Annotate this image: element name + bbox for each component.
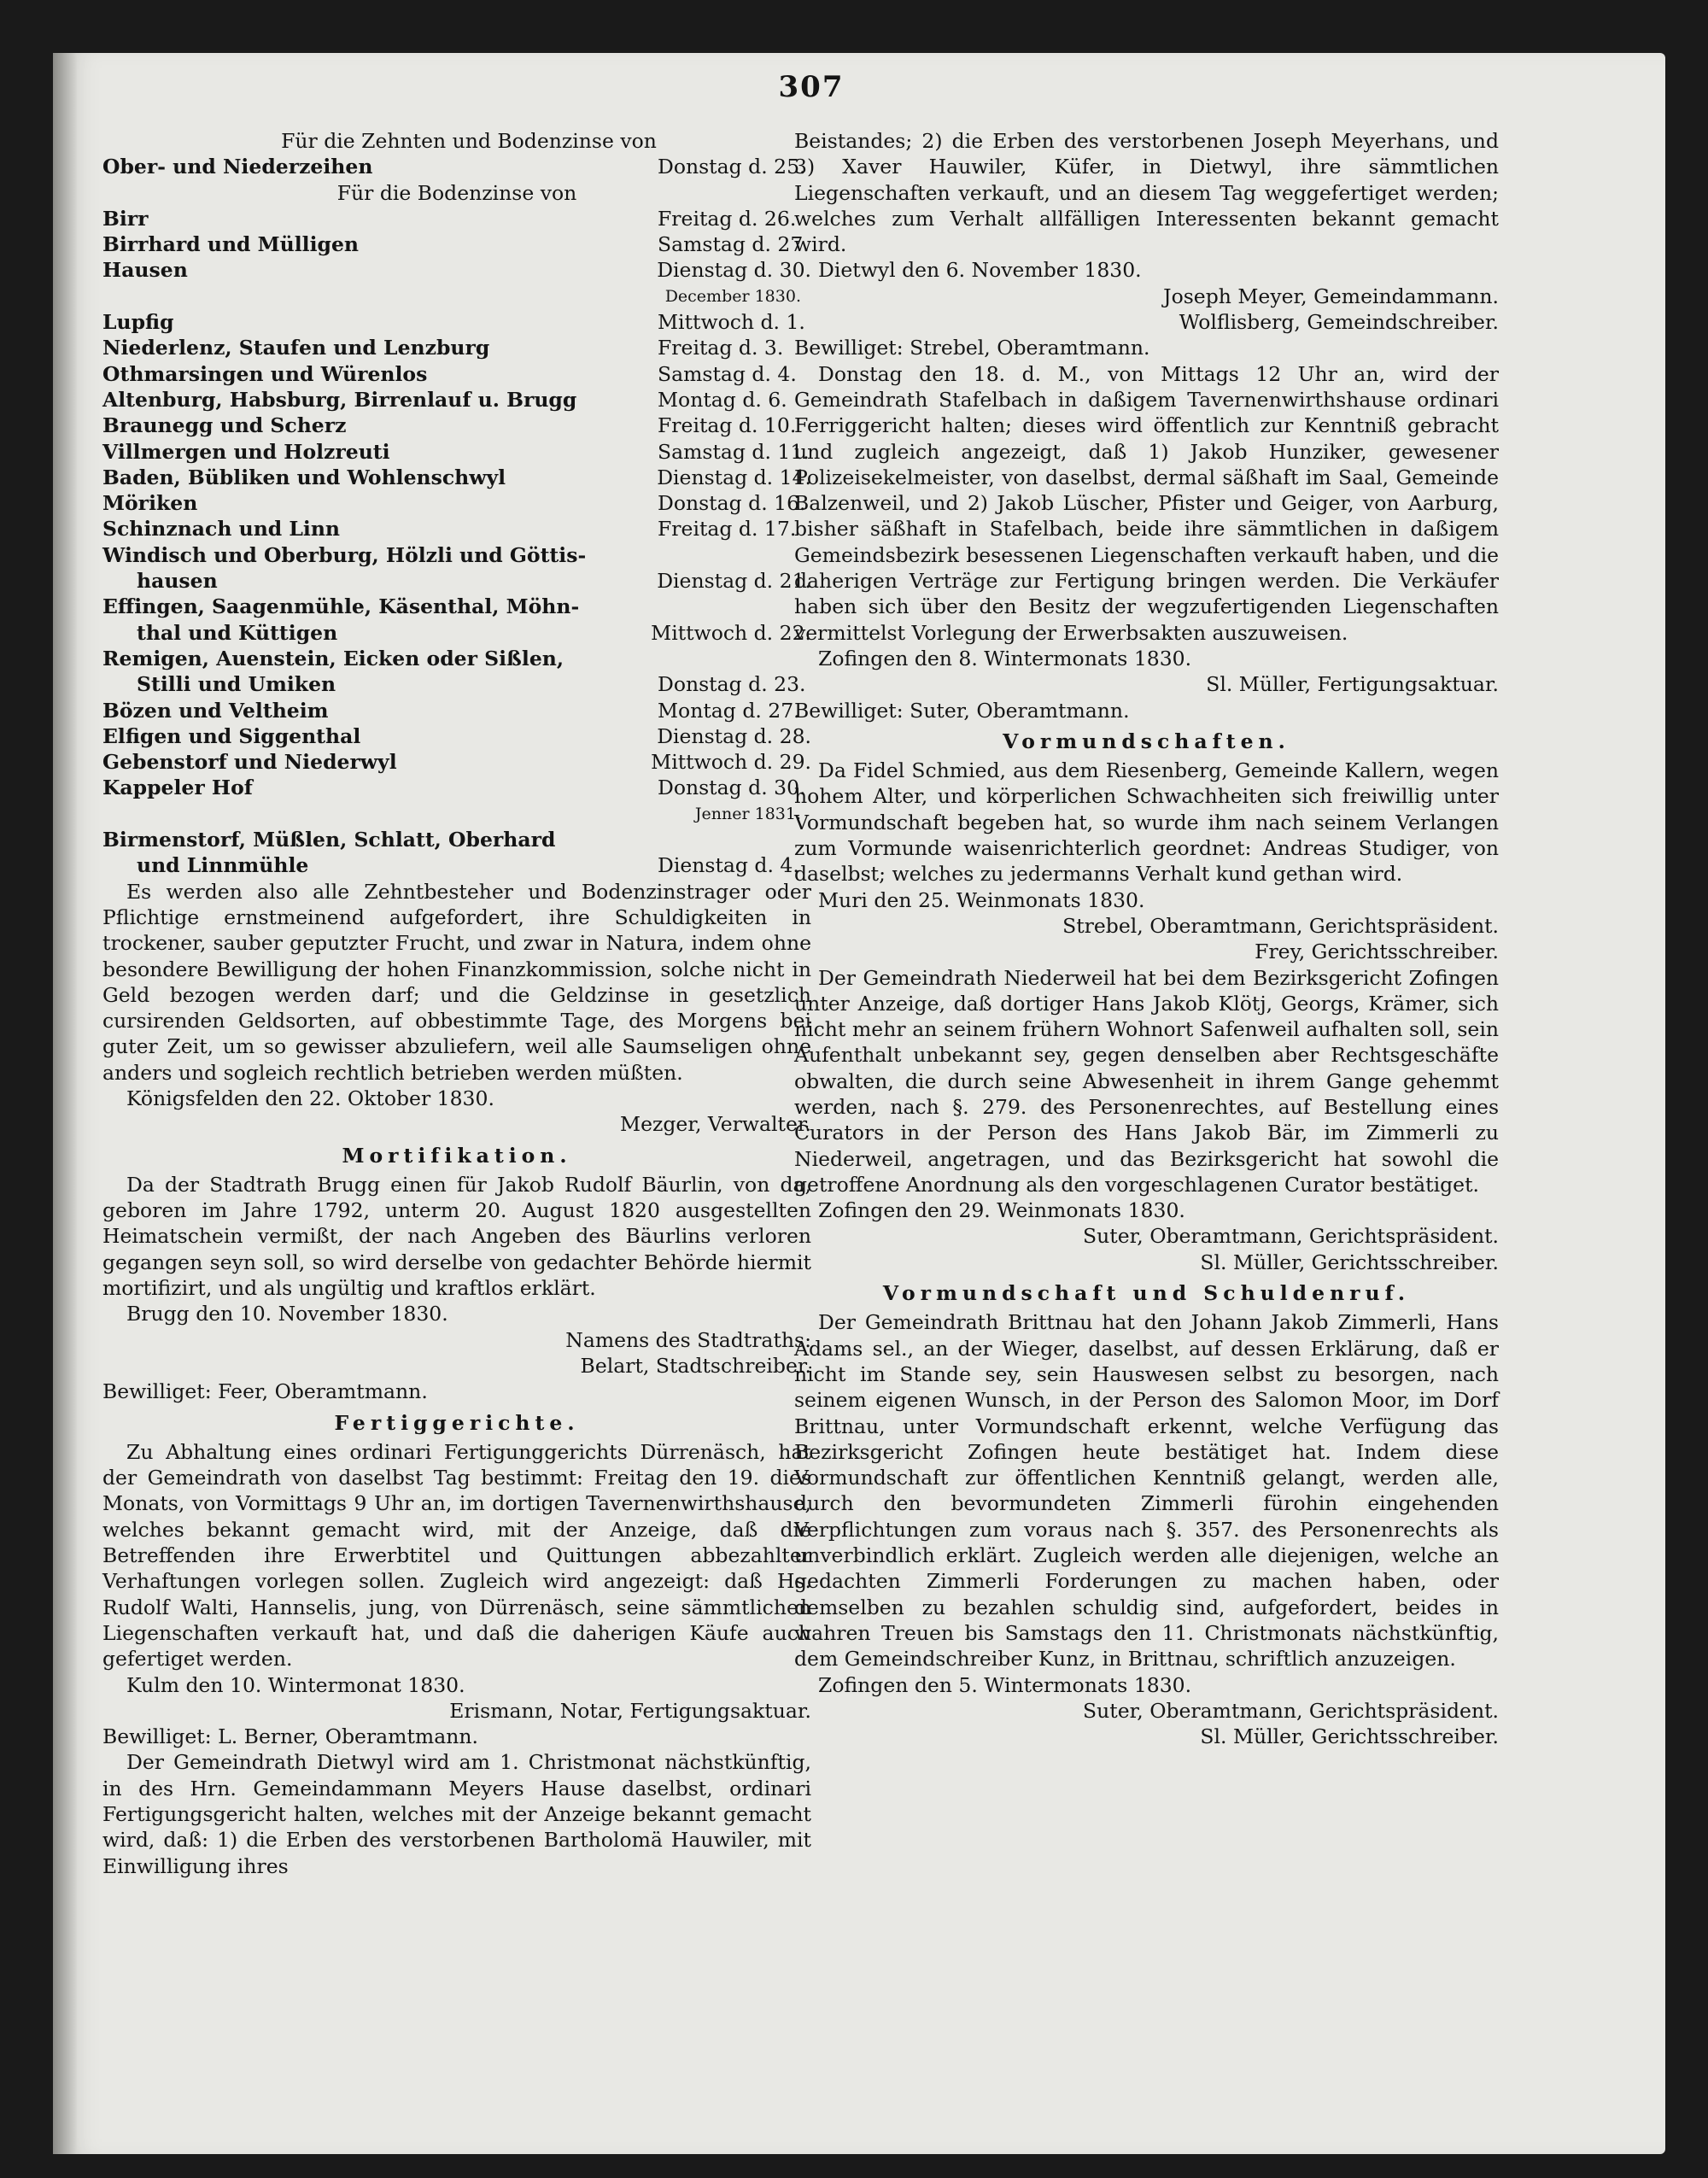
schedule-place-continued: Remigen, Auenstein, Eicken oder Sißlen, [102, 646, 564, 670]
schedule-row [102, 335, 811, 360]
fertig-paragraph: Zu Abhaltung eines ordinari Fertigunggerichts Dürrenäsch, hat der Gemeindrath von daselbst Tag bestimmt: Freitag den 19. dies Monats, von Vormittags 9 Uhr an, im dortigen Tavernenwirthshause, welches bekannt gemacht wird, mit der Anzeige, daß die Betreffenden ihre Erwerbtitel und Quittungen abbezahlter Verhaftungen vorlegen sollen. Zugleich wird angezeigt: daß Hs. Rudolf Walti, Hannselis, jung, von Dürrenäsch, seine sämmtlichen Liegenschaften verkauft hat, und daß die daherigen Käufe auch gefertiget werden. [102, 1439, 811, 1672]
schedule-place: Othmarsingen und Würenlos [102, 361, 428, 386]
schedule-row [102, 749, 811, 775]
dateline: Dietwyl den 6. November 1830. [818, 258, 1142, 283]
dateline: Zofingen den 5. Wintermonats 1830. [818, 1672, 1192, 1697]
section-heading-fertiggerichte: Fertiggerichte. [334, 1410, 580, 1435]
dateline: Brugg den 10. November 1830. [126, 1302, 448, 1326]
schedule-place: Birr [102, 206, 149, 231]
signature: Strebel, Oberamtmann, Gerichtspräsident. [1062, 913, 1499, 938]
schedule-day: Mittwoch d. 1. [658, 310, 805, 335]
schedule-row [102, 309, 811, 335]
schedule-day: Samstag d. 4. [658, 361, 797, 386]
schedule-place-continued: Windisch und Oberburg, Hölzli und Göttis- [102, 542, 587, 567]
schedule-row [102, 413, 811, 438]
book-spine-shadow [53, 53, 77, 2154]
schedule-row [102, 154, 811, 179]
approval-line: Bewilliget: Strebel, Oberamtmann. [794, 336, 1150, 360]
schedule-place: Schinznach und Linn [102, 517, 341, 542]
brittnau-paragraph: Der Gemeindrath Brittnau hat den Johann Jakob Zimmerli, Hans Adams sel., an der Wieger, daselbst, auf dessen Erklärung, daß er nicht im Stande sey, sein Hauswesen selbst zu besorgen, nach seinem eigenen Wunsch, in der Person des Salomon Moor, im Dorf Brittnau, unter Vormundschaft erkennt, welche Verfügung das Bezirksgericht Zofingen heute bestätiget hat. Indem diese Vormundschaft zur öffentlichen Kenntniß gelangt, werden alle, durch den bevormundeten Zimmerli fürohin eingehenden Verpflichtungen zum voraus nach §. 357. des Personenrechts als unverbindlich erklärt. Zugleich werden alle diejenigen, welche an gedachten Zimmerli Forderungen zu machen haben, oder demselben zu bezahlen schuldig sind, aufgefordert, beides in wahren Treuen bis Samstags den 11. Christmonats nächstkünftig, dem Gemeindschreiber Kunz, in Brittnau, schriftlich anzuzeigen. [794, 1310, 1499, 1672]
schedule-place: Hausen [102, 258, 188, 283]
schedule-day: Dienstag d. 21. [657, 569, 811, 594]
dietwyl-paragraph-start: Der Gemeindrath Dietwyl wird am 1. Christmonat nächstkünftig, in des Hrn. Gemeindammann Meyers Hause daselbst, ordinari Fertigungsgericht halten, welches mit der Anzeige bekannt gemacht wird, daß: 1) die Erben des verstorbenen Bartholomä Hauwiler, mit Einwilligung ihres [102, 1750, 811, 1878]
signature: Sl. Müller, Gerichtsschreiber. [1200, 1724, 1499, 1749]
schedule-place: Gebenstorf und Niederwyl [102, 750, 397, 775]
schedule-row [102, 723, 811, 749]
month-label-jenner: Jenner 1831. [694, 804, 801, 823]
schedule-row [102, 852, 811, 878]
schedule-day: Freitag d. 10. [658, 413, 797, 438]
schedule-day: Dienstag d. 4. [658, 853, 799, 878]
schedule-row [102, 387, 811, 413]
dateline: Königsfelden den 22. Oktober 1830. [126, 1086, 494, 1110]
month-label-december: December 1830. [664, 286, 801, 306]
approval-line: Bewilliget: Feer, Oberamtmann. [102, 1379, 428, 1404]
schmied-paragraph: Da Fidel Schmied, aus dem Riesenberg, Gemeinde Kallern, wegen hohem Alter, und körperlichen Schwachheiten sich freiwillig unter Vormundschaft begeben hat, so wurde ihm nach seinem Verlangen zum Vormunde waisenrichterlich geordnet: Andreas Studiger, von daselbst; welches zu jedermanns Verhalt kund gethan wird. [794, 758, 1499, 887]
left-column [102, 128, 811, 1879]
schedule-place: Ober- und Niederzeihen [102, 155, 373, 179]
schedule-row [102, 698, 811, 723]
schedule-place-continued: Effingen, Saagenmühle, Käsenthal, Möhn- [102, 594, 580, 619]
niederweil-paragraph: Der Gemeindrath Niederweil hat bei dem Bezirksgericht Zofingen unter Anzeige, daß dortiger Hans Jakob Klötj, Georgs, Krämer, sich nicht mehr an seinem frühern Wohnort Safenweil aufhalten soll, sein Aufenthalt unbekannt sey, gegen denselben aber Rechtsgeschäfte obwalten, die durch seine Abwesenheit in ihrem Gange gehemmt werden, nach §. 279. des Personenrechtes, auf Bestellung eines Curators in der Person des Hans Jakob Bär, im Zimmerli zu Niederweil, angetragen, und das Bezirksgericht hat sowohl die getroffene Anordnung als den vorgeschlagenen Curator bestätiget. [794, 965, 1499, 1197]
schedule-row [102, 361, 811, 387]
schedule-row [102, 490, 811, 516]
schedule-place: Lupfig [102, 310, 174, 335]
schedule-day: Donstag d. 16. [658, 491, 806, 516]
schedule-row [102, 465, 811, 490]
schedule-place: Niederlenz, Staufen und Lenzburg [102, 336, 490, 360]
schedule-day: Montag d. 27. [658, 698, 800, 723]
signature: Erismann, Notar, Fertigungsaktuar. [449, 1698, 811, 1723]
right-column [794, 128, 1499, 1749]
schedule-place-continued: Birmenstorf, Müßlen, Schlatt, Oberhard [102, 828, 556, 852]
schedule-place: Birrhard und Mülligen [102, 232, 359, 257]
dateline: Kulm den 10. Wintermonat 1830. [126, 1672, 465, 1697]
section-heading-mortifikation: Mortifikation. [342, 1143, 572, 1168]
schedule-day: Donstag d. 30. [658, 776, 806, 800]
schedule-place: Baden, Bübliken und Wohlenschwyl [102, 465, 506, 489]
schedule-day: Freitag d. 17. [658, 517, 797, 542]
bodenzinse-header: Für die Bodenzinse von [336, 180, 577, 205]
schedule-day: Donstag d. 25. [658, 155, 806, 179]
zehnten-header: Für die Zehnten und Bodenzinse von [281, 129, 657, 153]
section-heading-vormundschaften: Vormundschaften. [1003, 729, 1290, 753]
schedule-place: und Linnmühle [137, 853, 309, 878]
schedule-row [102, 439, 811, 465]
approval-line: Bewilliget: Suter, Oberamtmann. [794, 698, 1130, 723]
schedule-place: Bözen und Veltheim [102, 698, 329, 723]
schedule-place: hausen [137, 569, 218, 594]
stafelbach-paragraph: Donstag den 18. d. M., von Mittags 12 Uhr an, wird der Gemeindrath Stafelbach in daßigem Tavernenwirthshause ordinari Ferriggericht halten; dieses wird öffentlich zur Kenntniß gebracht und zugleich angezeigt, daß 1) Jakob Hunziker, gewesener Polizeisekelmeister, von daselbst, dermal säßhaft im Saal, Gemeinde Balzenweil, und 2) Jakob Lüscher, Pfister und Geiger, von Aarburg, bisher säßhaft in Stafelbach, beide ihre sämmtlichen in daßigem Gemeindsbezirk besessenen Liegenschaften verkauft haben, und die daherigen Verträge zur Fertigung bringen werden. Die Verkäufer haben sich über den Besitz der wegzufertigenden Liegenschaften vermittelst Vorlegung der Erwerbsakten auszuweisen. [794, 361, 1499, 645]
schedule-row [102, 620, 811, 646]
signature: Joseph Meyer, Gemeindammann. [1163, 284, 1499, 308]
dietwyl-paragraph-end: Beistandes; 2) die Erben des verstorbenen Joseph Meyerhans, und 3) Xaver Hauwiler, Küfer, in Dietwyl, ihre sämmtlichen Liegenschaften verkauft, und an diesem Tag weggefertiget werden; welches zum Verhalt allfälligen Interessenten bekannt gemacht wird. [794, 129, 1499, 257]
signature: Frey, Gerichtsschreiber. [1255, 940, 1499, 964]
signature: Belart, Stadtschreiber. [580, 1353, 811, 1378]
schedule-place: thal und Küttigen [137, 620, 338, 645]
schedule-place: Altenburg, Habsburg, Birrenlauf u. Brugg [102, 387, 577, 412]
schedule-place: Stilli und Umiken [137, 672, 336, 697]
signature: Suter, Oberamtmann, Gerichtspräsident. [1083, 1698, 1499, 1723]
schedule-place: Kappeler Hof [102, 776, 253, 800]
schedule-place: Elfigen und Siggenthal [102, 723, 361, 748]
schedule-day: Freitag d. 26. [658, 206, 797, 231]
schedule-day: Mittwoch d. 29. [651, 750, 811, 775]
schedule-place: Braunegg und Scherz [102, 413, 347, 438]
schedule-day: Samstag d. 11. [658, 439, 810, 464]
schedule-day: Freitag d. 3. [658, 336, 784, 360]
signature: Sl. Müller, Fertigungsaktuar. [1206, 672, 1499, 697]
schedule-day: Mittwoch d. 22. [651, 620, 811, 645]
signature: Sl. Müller, Gerichtsschreiber. [1200, 1250, 1499, 1274]
schedule-row [102, 257, 811, 283]
zehnt-paragraph: Es werden also alle Zehntbesteher und Bodenzinstrager oder Pflichtige ernstmeinend aufgefordert, ihre Schuldigkeiten in trockener, sauber geputzter Frucht, und zwar in Natura, indem ohne besondere Bewilligung der hohen Finanzkommission, solche nicht in Geld bezogen werden darf; und die Geldzinse in gesetzlich cursirenden Geldsorten, auf obbestimmte Tage, des Morgens bei guter Zeit, um so gewisser abzuliefern, weil alle Saumseligen ohne anders und sogleich rechtlich betrieben werden müßten. [102, 879, 811, 1085]
schedule-day: Dienstag d. 30. [657, 258, 811, 283]
schedule-place: Villmergen und Holzreuti [102, 439, 390, 464]
schedule-row [102, 206, 811, 231]
page-number: 307 [778, 70, 845, 104]
dateline: Zofingen den 8. Wintermonats 1830. [818, 646, 1192, 670]
signature: Wolflisberg, Gemeindschreiber. [1179, 310, 1499, 335]
schedule-day: Samstag d. 27. [658, 232, 810, 257]
schedule-row [102, 231, 811, 257]
signature: Mezger, Verwalter. [620, 1112, 811, 1137]
schedule-row [102, 671, 811, 697]
mortifikation-paragraph: Da der Stadtrath Brugg einen für Jakob Rudolf Bäurlin, von da, geboren im Jahre 1792, unterm 20. August 1820 ausgestellten Heimatschein vermißt, der nach Angeben des Bäurlins verloren gegangen seyn soll, so wird derselbe von gedachter Behörde hiermit mortifizirt, und als ungültig und kraftlos erklärt. [102, 1172, 811, 1301]
schedule-day: Donstag d. 23. [658, 672, 806, 697]
approval-line: Bewilliget: L. Berner, Oberamtmann. [102, 1724, 478, 1749]
section-heading-schuldenruf: Vormundschaft und Schuldenruf. [882, 1281, 1411, 1306]
schedule-place: Möriken [102, 491, 198, 516]
signature-title: Namens des Stadtraths: [565, 1327, 811, 1352]
schedule-row [102, 568, 811, 594]
schedule-day: Dienstag d. 28. [657, 723, 811, 748]
schedule-row [102, 516, 811, 542]
dateline: Muri den 25. Weinmonats 1830. [818, 887, 1145, 912]
schedule-row [102, 775, 811, 800]
schedule-day: Dienstag d. 14. [657, 465, 811, 489]
signature: Suter, Oberamtmann, Gerichtspräsident. [1083, 1224, 1499, 1249]
dateline: Zofingen den 29. Weinmonats 1830. [818, 1198, 1185, 1223]
schedule-day: Montag d. 6. [658, 387, 787, 412]
